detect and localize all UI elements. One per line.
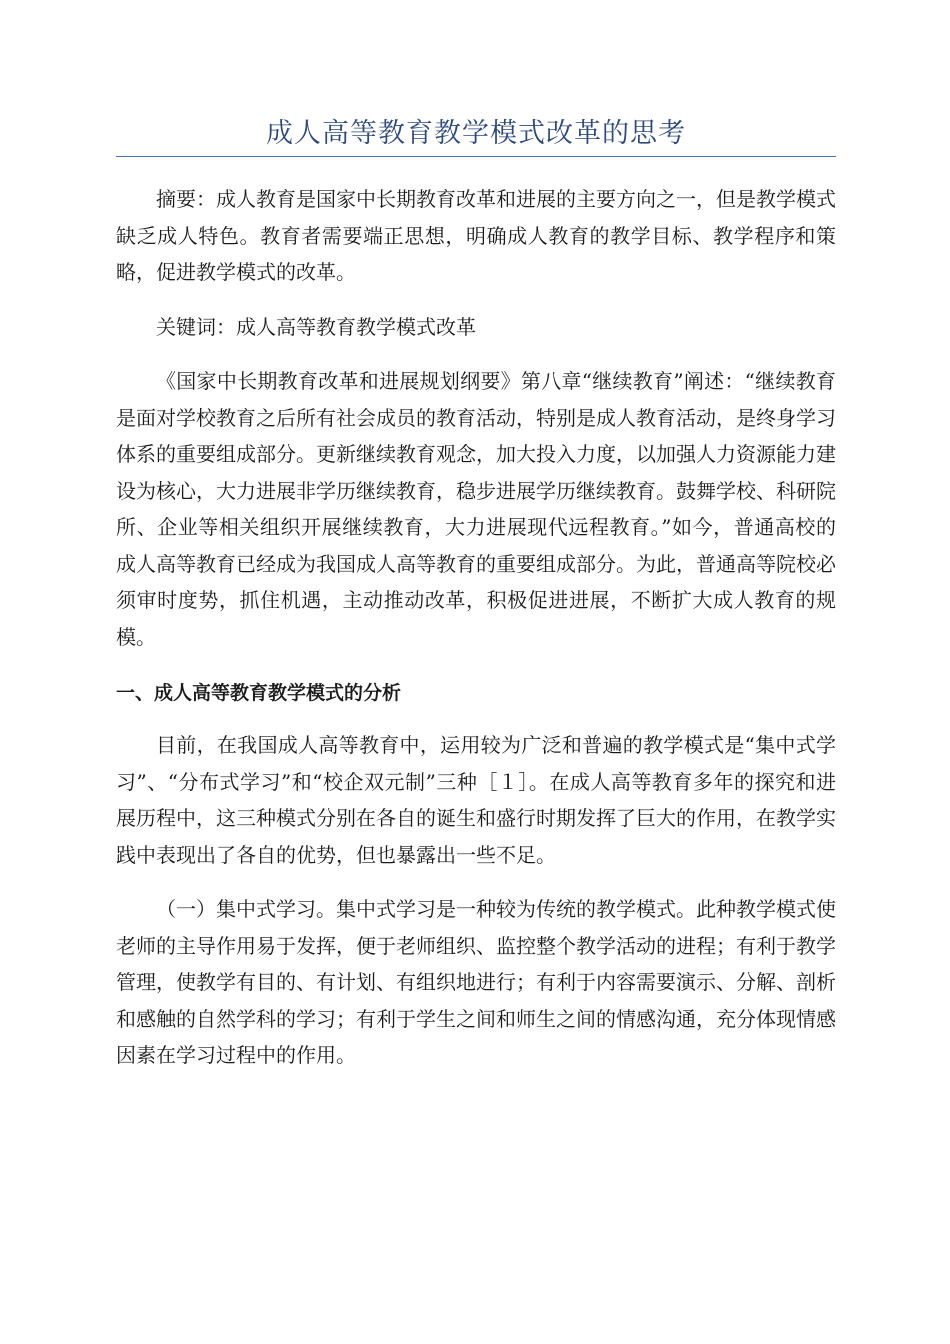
title-underline	[116, 156, 836, 157]
section-heading: 一、成人高等教育教学模式的分析	[116, 682, 402, 704]
body-paragraph: 目前，在我国成人高等教育中，运用较为广泛和普遍的教学模式是“集中式学习”、“分布式学习”和“校企双元制”三种［１］。在成人高等教育多年的探究和进展历程中，这三种模式分别在各自的诞生和盛行时期发挥了巨大的作用，在教学实践中表现出了各自的优势，但也暴露出一些不足。	[116, 733, 836, 867]
body-paragraph: （一）集中式学习。集中式学习是一种较为传统的教学模式。此种教学模式使老师的主导作用易于发挥，便于老师组织、监控整个教学活动的进程；有利于教学管理，使教学有目的、有计划、有组织地进行；有利于内容需要演示、分解、剖析和感触的自然学科的学习；有利于学生之间和师生之间的情感沟通，充分体现情感因素在学习过程中的作用。	[116, 897, 836, 1067]
keywords-paragraph: 关键词：成人高等教育教学模式改革	[156, 314, 476, 339]
abstract-paragraph: 摘要：成人教育是国家中长期教育改革和进展的主要方向之一，但是教学模式缺乏成人特色。教育者需要端正思想，明确成人教育的教学目标、教学程序和策略，促进教学模式的改革。	[116, 187, 836, 284]
document-title: 成人高等教育教学模式改革的思考	[266, 118, 686, 149]
intro-paragraph: 《国家中长期教育改革和进展规划纲要》第八章“继续教育”阐述：“继续教育是面对学校教育之后所有社会成员的教育活动，特别是成人教育活动，是终身学习体系的重要组成部分。更新继续教育观念，加大投入力度，以加强人力资源能力建设为核心，大力进展非学历继续教育，稳步进展学历继续教育。鼓舞学校、科研院所、企业等相关组织开展继续教育，大力进展现代远程教育。”如今，普通高校的成人高等教育已经成为我国成人高等教育的重要组成部分。为此，普通高等院校必须审时度势，抓住机遇，主动推动改革，积极促进进展，不断扩大成人教育的规模。	[116, 369, 836, 649]
document-page	[116, 112, 836, 1092]
